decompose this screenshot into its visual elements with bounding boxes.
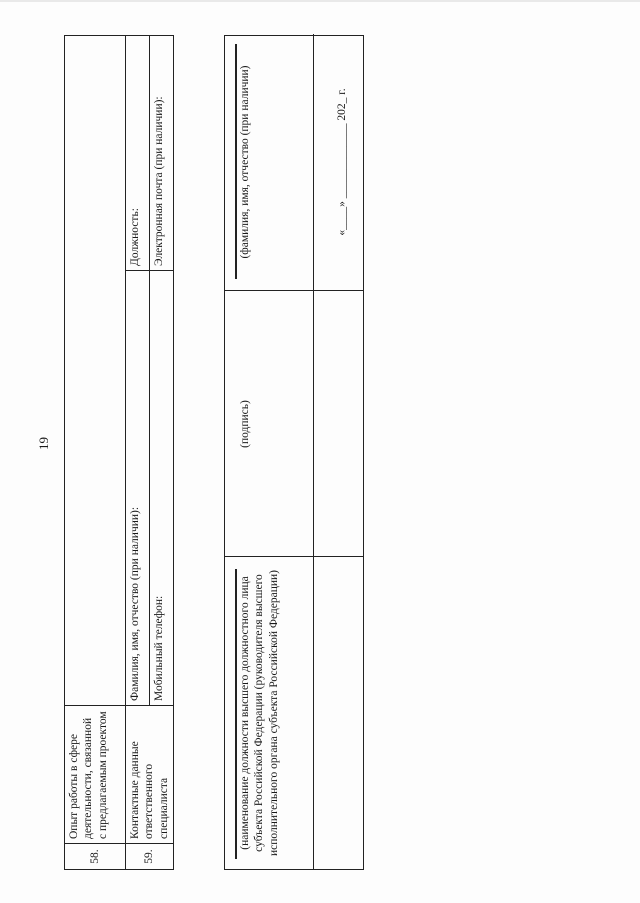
- email-field: Электронная почта (при наличии):: [150, 36, 174, 271]
- divider: [313, 34, 314, 869]
- row-number: 59.: [126, 844, 174, 870]
- signature-block: [224, 35, 364, 870]
- scan-edge: [0, 0, 640, 2]
- row-value: [65, 36, 126, 706]
- form-table: [64, 35, 174, 870]
- table-row: [65, 36, 126, 870]
- rotated-form: [36, 35, 384, 870]
- date-line: «____» _____________ 202_ г.: [336, 88, 348, 236]
- name-caption: (фамилия, имя, отчество (при наличии): [239, 65, 251, 259]
- signature-caption: (подпись): [239, 400, 251, 448]
- row-label: Опыт работы в сфере деятельности, связанной с предлагаемым проектом: [65, 706, 126, 844]
- page-number: 19: [36, 437, 51, 450]
- signature-line: [235, 569, 237, 859]
- mobile-field: Мобильный телефон:: [150, 271, 174, 706]
- official-caption: (наименование должности высшего должностного лица субъекта Российской Федерации (руководителя высшего исполнительного органа субъекта Российской Федерации): [239, 569, 280, 857]
- signature-line: [235, 44, 237, 279]
- row-label: Контактные данные ответственного специалиста: [126, 706, 174, 844]
- row-number: 58.: [65, 844, 126, 870]
- table-row: [126, 36, 150, 870]
- fio-field: Фамилия, имя, отчество (при наличии):: [126, 271, 150, 706]
- position-field: Должность:: [126, 36, 150, 271]
